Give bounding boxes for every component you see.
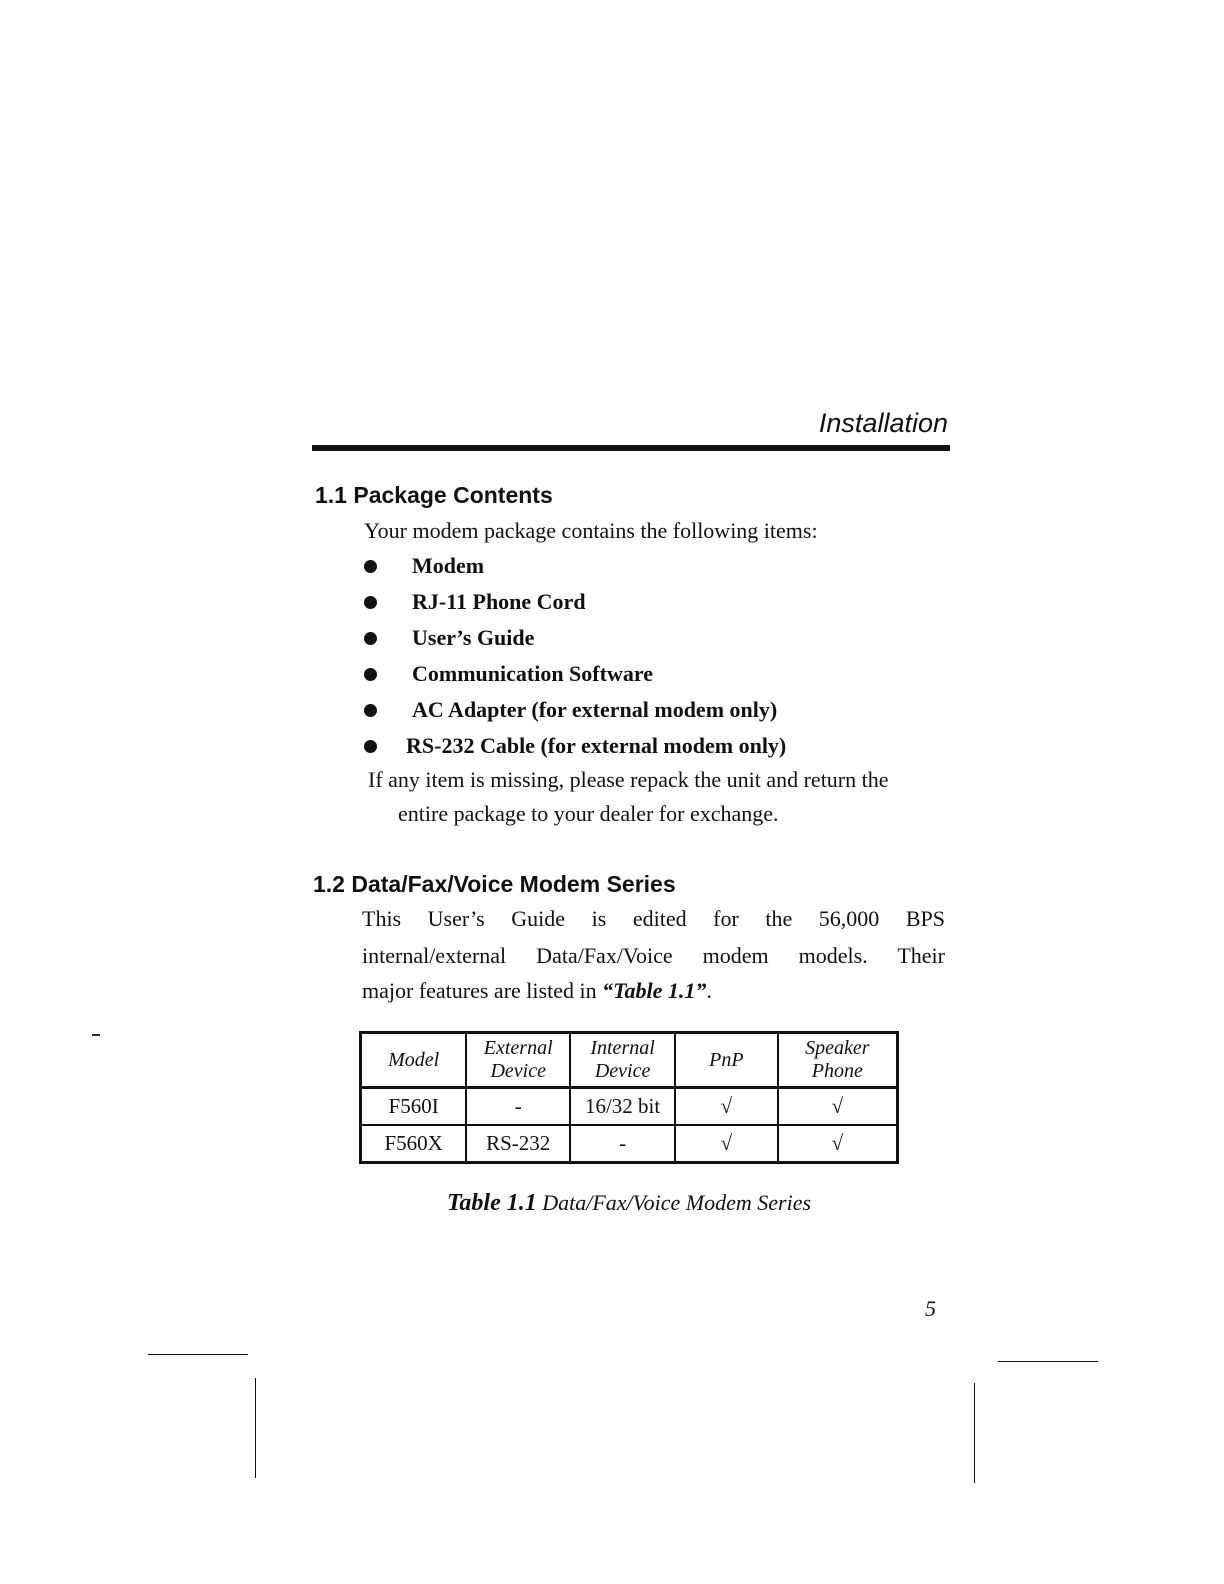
table-cell: √ [778, 1088, 898, 1126]
running-header: Installation [818, 408, 948, 438]
table-row [361, 1125, 898, 1163]
bullet-icon [364, 668, 377, 681]
bullet-icon [364, 596, 377, 609]
column-header-speaker-phone: Speaker Phone [778, 1033, 898, 1088]
list-item [364, 661, 924, 689]
bullet-icon [364, 704, 377, 717]
list-item-label: Communication Software [412, 661, 653, 686]
list-item-label: Modem [412, 553, 485, 578]
paragraph-text: major features are listed in [362, 978, 603, 1003]
bullet-icon [364, 740, 377, 753]
scan-speck [92, 1034, 100, 1036]
list-item [364, 697, 924, 725]
series-paragraph-line: internal/external Data/Fax/Voice modem models. Their [362, 943, 945, 968]
table-caption-text: Data/Fax/Voice Modem Series [542, 1190, 812, 1215]
table-cell: √ [675, 1125, 778, 1163]
table-cell: 16/32 bit [570, 1088, 675, 1126]
column-header-model: Model [361, 1033, 467, 1088]
header-rule [312, 445, 950, 451]
table-cell: √ [675, 1088, 778, 1126]
bullet-icon [364, 632, 377, 645]
table-cell: F560I [361, 1088, 467, 1126]
crop-mark-left-vertical [255, 1378, 256, 1478]
crop-mark-right-vertical [974, 1383, 975, 1483]
table-cell: √ [778, 1125, 898, 1163]
table-cell: - [570, 1125, 675, 1163]
column-header-external-device: External Device [466, 1033, 570, 1088]
column-header-pnp: PnP [675, 1033, 778, 1088]
missing-items-note: If any item is missing, please repack the unit and return the [368, 767, 889, 792]
list-item [364, 553, 924, 581]
crop-mark-left-horizontal [148, 1354, 248, 1355]
list-item-label: RS-232 Cable (for external modem only) [406, 733, 787, 758]
paragraph-text: . [706, 978, 712, 1003]
missing-items-note-cont: entire package to your dealer for exchange. [398, 801, 779, 826]
table-reference: “Table 1.1” [602, 978, 707, 1003]
list-item-label: AC Adapter (for external modem only) [412, 697, 778, 722]
package-intro: Your modem package contains the following items: [364, 518, 818, 543]
table-header-row [361, 1033, 898, 1088]
column-header-internal-device: Internal Device [570, 1033, 675, 1088]
list-item-label: User’s Guide [412, 625, 535, 650]
table-caption [300, 1190, 958, 1217]
bullet-icon [364, 560, 377, 573]
table-cell: RS-232 [466, 1125, 570, 1163]
list-item [364, 625, 924, 653]
series-paragraph-line: This User’s Guide is edited for the 56,000 BPS [362, 906, 945, 931]
table-cell: - [466, 1088, 570, 1126]
table-cell: F560X [361, 1125, 467, 1163]
crop-mark-right-horizontal [998, 1361, 1098, 1362]
list-item-label: RJ-11 Phone Cord [412, 589, 586, 614]
modem-series-table [359, 1031, 899, 1164]
section-heading-modem-series: 1.2 Data/Fax/Voice Modem Series [313, 871, 676, 897]
section-heading-package-contents: 1.1 Package Contents [315, 482, 553, 508]
list-item [364, 733, 924, 761]
table-caption-label: Table 1.1 [446, 1190, 537, 1216]
series-paragraph-line [362, 980, 712, 1002]
table-row [361, 1088, 898, 1126]
page-number: 5 [925, 1296, 936, 1321]
list-item [364, 589, 924, 617]
